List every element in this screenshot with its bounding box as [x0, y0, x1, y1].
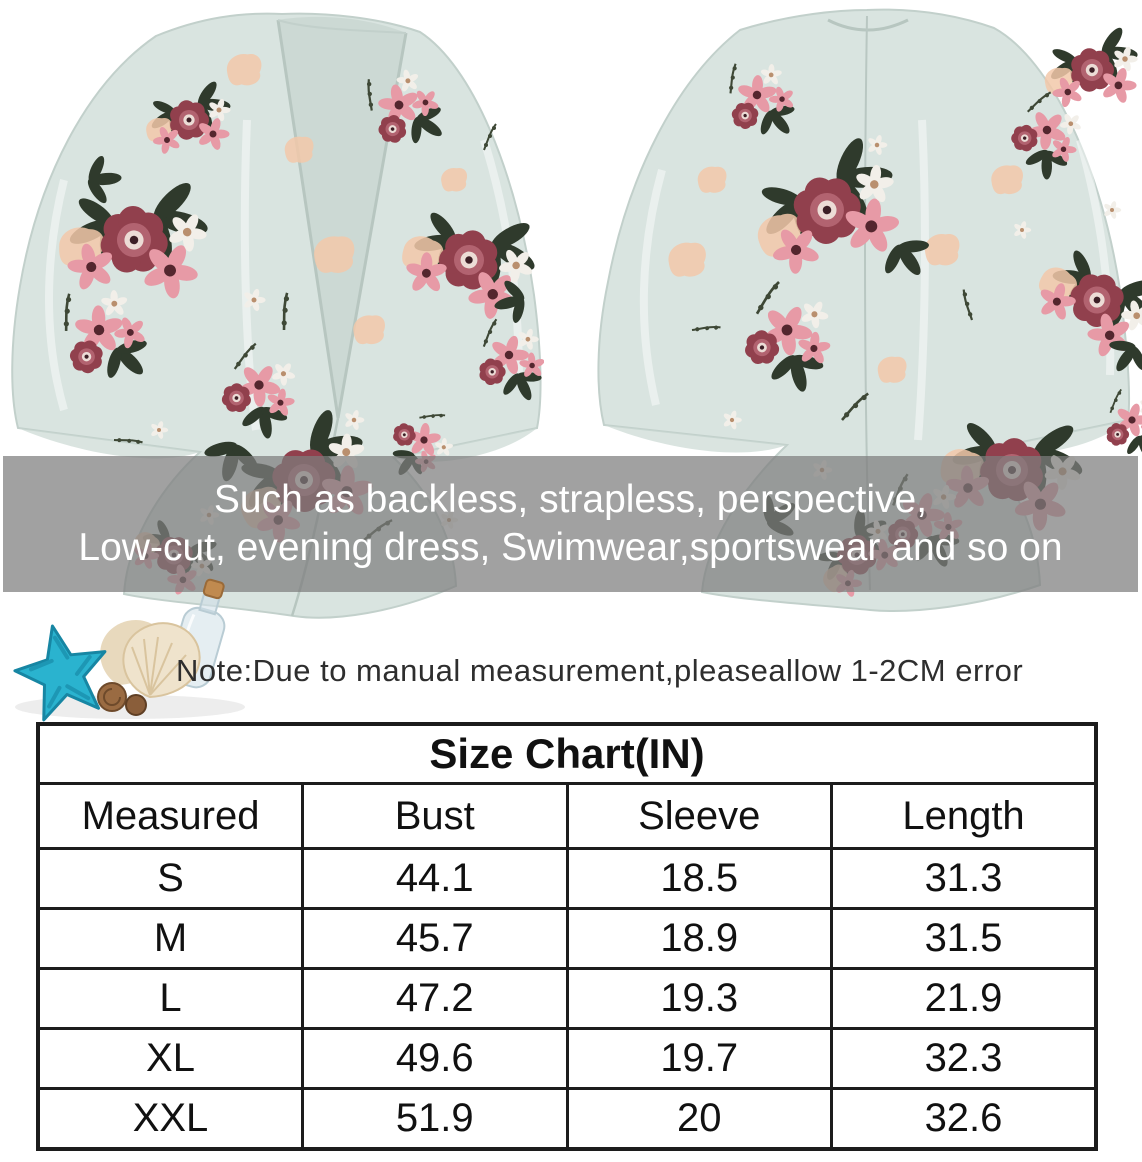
column-header-sleeve: Sleeve: [567, 784, 832, 849]
cell-bust: 51.9: [303, 1089, 568, 1150]
cell-size: M: [38, 909, 303, 969]
column-header-measured: Measured: [38, 784, 303, 849]
size-chart-title: Size Chart(IN): [38, 724, 1096, 784]
cell-size: S: [38, 849, 303, 909]
cell-bust: 45.7: [303, 909, 568, 969]
size-chart-title-row: [38, 724, 1096, 784]
column-header-length: Length: [832, 784, 1097, 849]
cell-bust: 44.1: [303, 849, 568, 909]
cell-sleeve: 18.9: [567, 909, 832, 969]
banner-line-2: Low-cut, evening dress, Swimwear,sportswear and so on: [78, 526, 1063, 569]
cell-bust: 47.2: [303, 969, 568, 1029]
table-row-s: [38, 849, 1096, 909]
column-header-bust: Bust: [303, 784, 568, 849]
cell-sleeve: 20: [567, 1089, 832, 1150]
table-row-l: [38, 969, 1096, 1029]
cell-size: L: [38, 969, 303, 1029]
size-chart-table: [36, 722, 1098, 1151]
cell-bust: 49.6: [303, 1029, 568, 1089]
cell-length: 32.3: [832, 1029, 1097, 1089]
usage-banner: [3, 456, 1138, 592]
cell-length: 32.6: [832, 1089, 1097, 1150]
cell-length: 21.9: [832, 969, 1097, 1029]
cell-sleeve: 19.3: [567, 969, 832, 1029]
banner-line-1: Such as backless, strapless, perspective,: [213, 478, 928, 521]
cell-length: 31.3: [832, 849, 1097, 909]
cell-size: XXL: [38, 1089, 303, 1150]
table-row-m: [38, 909, 1096, 969]
table-row-xxl: [38, 1089, 1096, 1150]
measurement-note: Note:Due to manual measurement,pleaseallow 1-2CM error: [176, 653, 1024, 688]
size-chart-header-row: [38, 784, 1096, 849]
cell-sleeve: 19.7: [567, 1029, 832, 1089]
cell-sleeve: 18.5: [567, 849, 832, 909]
table-row-xl: [38, 1029, 1096, 1089]
cell-size: XL: [38, 1029, 303, 1089]
seashell-decoration: [0, 575, 270, 725]
cell-length: 31.5: [832, 909, 1097, 969]
